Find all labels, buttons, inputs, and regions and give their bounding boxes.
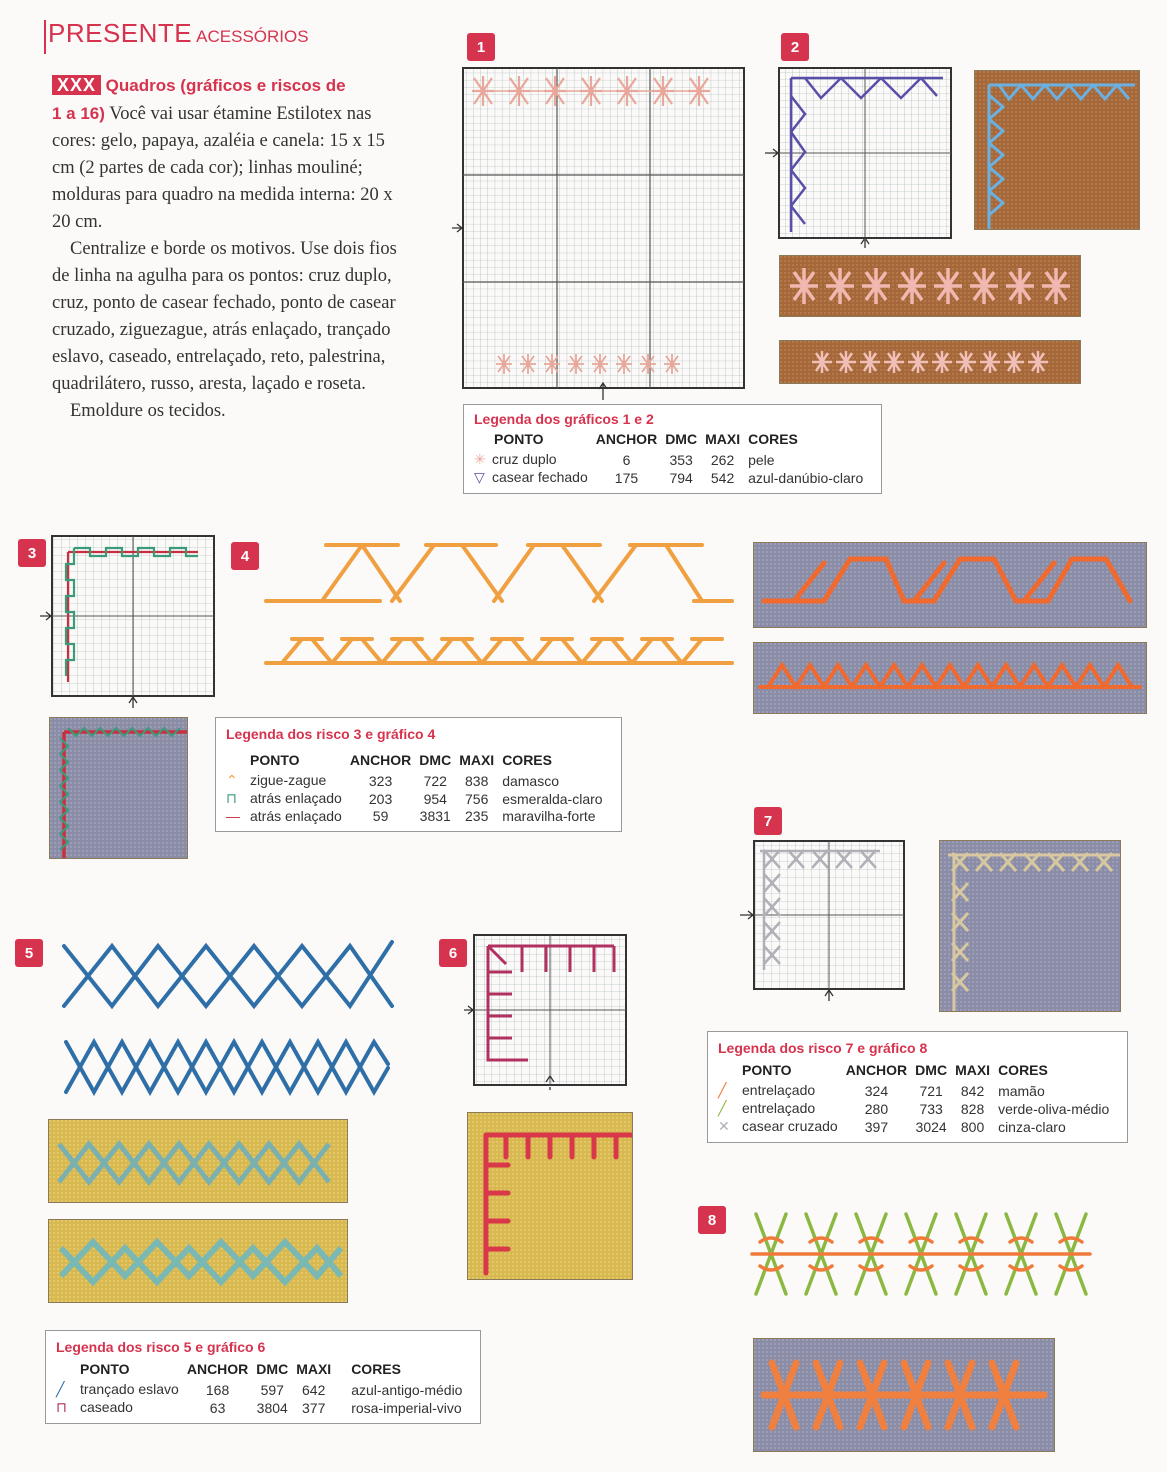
backstitch-icon: ⊓ bbox=[226, 790, 237, 806]
number-badge-4: 4 bbox=[231, 542, 259, 570]
legend-title: Legenda dos gráficos 1 e 2 bbox=[474, 411, 654, 427]
legend-charts-5-6: Legenda dos risco 5 e gráfico 6 PONTO ANCHOR DMC MAXI CORES ╱ trançado eslavo 168 597 642 azul-antigo-médio ⊓ caseado 63 3804 377 rosa-imperial-vivo bbox=[45, 1330, 481, 1424]
col-ponto: PONTO bbox=[494, 431, 544, 447]
cross-icon: ✕ bbox=[718, 1118, 730, 1134]
fabric-sample-6 bbox=[467, 1112, 633, 1280]
legend-row: ▽ casear fechado 175 794 542 azul-danúbio-claro bbox=[474, 469, 864, 486]
header-bar bbox=[44, 20, 46, 54]
number-badge-7: 7 bbox=[754, 807, 782, 835]
page-header bbox=[48, 18, 309, 49]
fabric-sample-2 bbox=[974, 70, 1140, 230]
legend-title: Legenda dos risco 3 e gráfico 4 bbox=[226, 726, 436, 742]
chart-2-grid bbox=[765, 66, 955, 250]
chart-7-grid bbox=[740, 838, 908, 1003]
fabric-sample-7 bbox=[939, 840, 1121, 1012]
legend-charts-7-8: Legenda dos risco 7 e gráfico 8 PONTO ANCHOR DMC MAXI CORES ╱ entrelaçado 324 721 842 mamão ╱ entrelaçado 280 733 828 verde-oliva-médio ✕ casear cruzado 397 3024 800 cinza-claro bbox=[707, 1031, 1128, 1143]
legend-row: ⌃ zigue-zague 323 722 838 damasco bbox=[226, 772, 559, 789]
graphic-4-zigzag bbox=[262, 535, 738, 675]
col-dmc: DMC bbox=[665, 431, 698, 447]
fabric-sample-3 bbox=[49, 717, 188, 859]
legend-charts-1-2 bbox=[463, 404, 882, 494]
chart-3-grid bbox=[38, 532, 218, 710]
chart-1-arrows bbox=[452, 224, 462, 232]
number-badge-8: 8 bbox=[698, 1206, 726, 1234]
fabric-strip-1a bbox=[779, 255, 1081, 317]
intro-paragraph-3: Emoldure os tecidos. bbox=[70, 401, 226, 421]
line-icon: — bbox=[226, 808, 240, 824]
intro-paragraph-2: Centralize e borde os motivos. Use dois fios de linha na agulha para os pontos: cruz duplo, cruz, ponto de casear fechado, ponto de casear cruzado, ziguezague, atrás enlaçado, trançado eslavo, caseado, entrelaçado, reto, palestrina, quadrilátero, russo, aresta, laçado e roseta. bbox=[52, 239, 397, 394]
legend-title: Legenda dos risco 5 e gráfico 6 bbox=[56, 1339, 266, 1355]
slash-icon: ╱ bbox=[56, 1381, 65, 1397]
fabric-strip-4b bbox=[753, 642, 1147, 714]
col-anchor: ANCHOR bbox=[595, 431, 658, 447]
col-maxi: MAXI bbox=[705, 431, 741, 447]
intro-title: Quadros (gráficos e riscos de bbox=[105, 76, 346, 95]
number-badge-6: 6 bbox=[439, 939, 467, 967]
zigzag-icon: ⌃ bbox=[226, 772, 238, 788]
bracket-icon: ⊓ bbox=[56, 1399, 67, 1415]
legend-row: ╱ entrelaçado 324 721 842 mamão bbox=[718, 1082, 1045, 1099]
section-title: PRESENTE bbox=[48, 18, 193, 48]
col-cores: CORES bbox=[748, 431, 798, 447]
legend-row: ╱ entrelaçado 280 733 828 verde-oliva-médio bbox=[718, 1100, 1110, 1117]
xxx-badge: XXX bbox=[52, 75, 101, 95]
legend-row: ⊓ caseado 63 3804 377 rosa-imperial-vivo bbox=[56, 1399, 462, 1416]
chart-1-grid bbox=[452, 66, 747, 392]
legend-row: — atrás enlaçado 59 3831 235 maravilha-forte bbox=[226, 808, 596, 824]
legend-row: ⊓ atrás enlaçado 203 954 756 esmeralda-claro bbox=[226, 790, 603, 807]
number-badge-2: 2 bbox=[781, 33, 809, 61]
fabric-strip-8 bbox=[753, 1338, 1055, 1452]
fabric-strip-5b bbox=[48, 1219, 348, 1303]
legend-row: ╱ trançado eslavo 168 597 642 azul-antigo-médio bbox=[56, 1381, 463, 1398]
legend-title: Legenda dos risco 7 e gráfico 8 bbox=[718, 1040, 928, 1056]
triangle-down-icon: ▽ bbox=[474, 469, 485, 485]
chart-1-bottom-arrow bbox=[596, 380, 610, 402]
number-badge-3: 3 bbox=[18, 539, 46, 567]
number-badge-5: 5 bbox=[15, 939, 43, 967]
fabric-strip-1b bbox=[779, 340, 1081, 384]
graphic-8-interlaced bbox=[746, 1194, 1096, 1314]
slash-icon: ╱ bbox=[718, 1100, 727, 1116]
legend-charts-3-4: Legenda dos risco 3 e gráfico 4 PONTO ANCHOR DMC MAXI CORES ⌃ zigue-zague 323 722 838 damasco ⊓ atrás enlaçado 203 954 756 esmeralda-claro — atrás enlaçado 59 3831 235 maravilha-forte bbox=[215, 717, 622, 832]
intro-text bbox=[52, 72, 397, 425]
intro-title-range: 1 a 16) bbox=[52, 104, 105, 123]
chart-6-grid bbox=[462, 932, 630, 1092]
fabric-strip-5a bbox=[48, 1119, 348, 1203]
intro-paragraph-1: Você vai usar étamine Estilotex nas cores: gelo, papaya, azaléia e canela: 15 x 15 cm (2 partes de cada cor); linhas mouliné; molduras para quadro na medida interna: 20 x 20 cm. bbox=[52, 104, 393, 232]
legend-row: ✳ cruz duplo 6 353 262 pele bbox=[474, 451, 775, 468]
star-icon: ✳ bbox=[474, 451, 486, 467]
number-badge-1: 1 bbox=[467, 33, 495, 61]
fabric-strip-4a bbox=[753, 542, 1147, 628]
subsection-title: ACESSÓRIOS bbox=[196, 27, 309, 46]
graphic-5-slav-braid bbox=[58, 932, 398, 1102]
legend-row: ✕ casear cruzado 397 3024 800 cinza-claro bbox=[718, 1118, 1066, 1135]
slash-icon: ╱ bbox=[718, 1082, 727, 1098]
